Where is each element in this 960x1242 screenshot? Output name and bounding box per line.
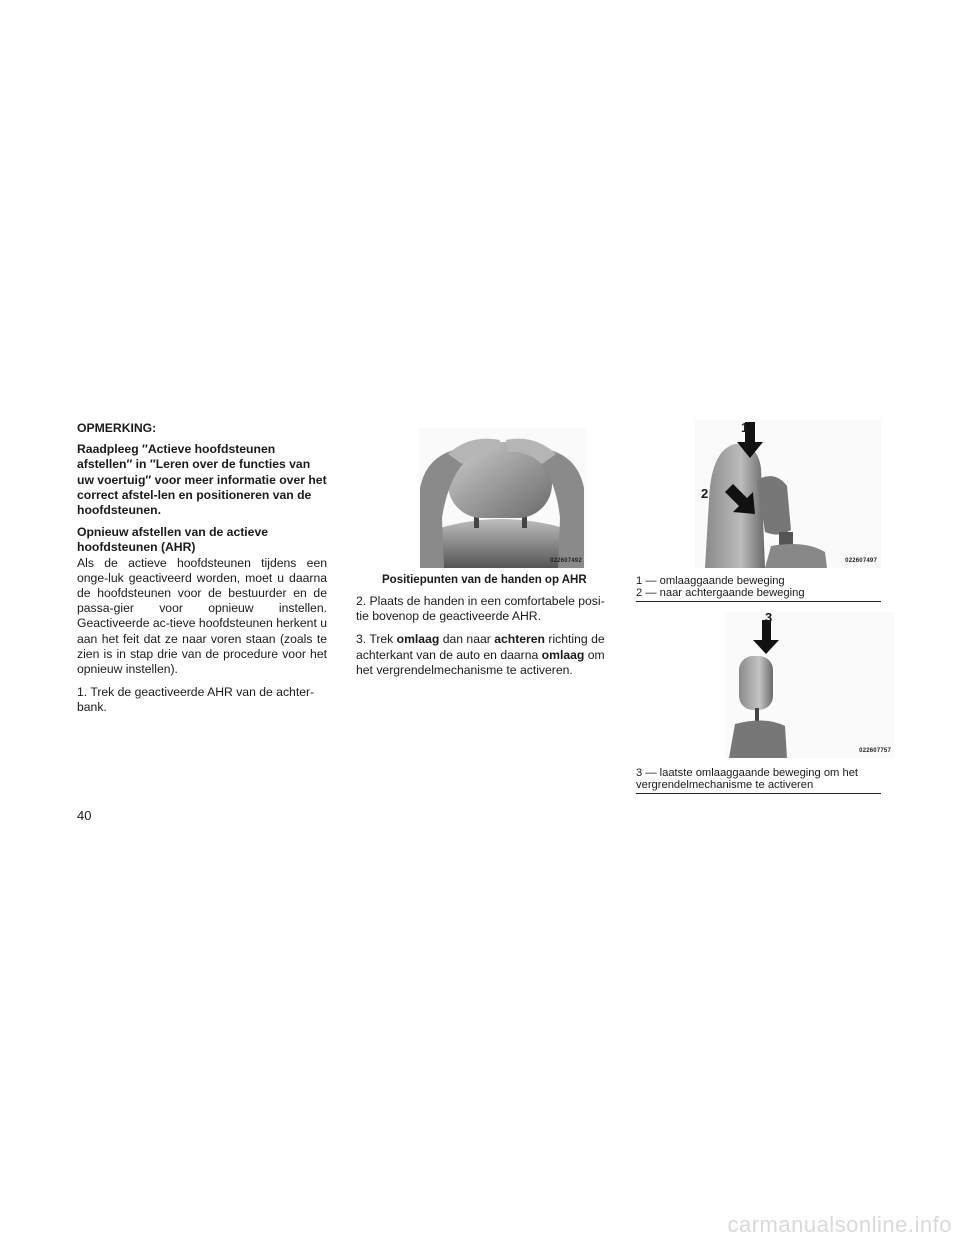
step-3-text-d: om het vergrendelmechanisme te activeren. (356, 647, 605, 677)
step-3-text-a: 3. Trek (356, 632, 397, 647)
step-3-text-b: dan naar (439, 632, 495, 647)
section-heading-line1: Opnieuw afstellen van de actieve (77, 525, 269, 540)
legend-item-2: 2 — naar achtergaande beweging (636, 587, 805, 599)
headrest-side-illustration (695, 420, 881, 568)
legend-item-1: 1 — omlaaggaande beweging (636, 575, 785, 587)
callout-label-2: 2 (701, 486, 709, 501)
headrest-lock-illustration (725, 612, 895, 758)
step-3 (356, 632, 608, 678)
figure-code: 022607492 (550, 558, 582, 564)
step-1: 1. Trek de geactiveerde AHR van de achter-bank. (77, 685, 315, 715)
figure-headrest-motion-3 (725, 612, 895, 758)
step-3-keyword-back: achteren (494, 632, 546, 647)
step-2: 2. Plaats de handen in een comfortabele posi-tie bovenop de geactiveerde AHR. (356, 594, 605, 624)
step-3-keyword-down-2: omlaag (541, 647, 585, 662)
figure-caption: Positiepunten van de handen op AHR (382, 574, 587, 586)
legend-item-3-line1: 3 — laatste omlaaggaande beweging om het (636, 767, 859, 779)
figure-2-legend (636, 575, 881, 602)
figure-headrest-motion-1-2 (695, 420, 881, 568)
figure-code: 022607497 (845, 558, 877, 564)
step-3-keyword-down: omlaag (396, 632, 440, 647)
callout-label-3: 3 (765, 610, 773, 625)
figure-hands-on-headrest (418, 428, 586, 568)
section-heading (77, 525, 327, 555)
left-column (77, 405, 327, 716)
step-3-text-c: richting de achterkant van de auto en daarna (356, 632, 605, 662)
watermark: carmanualsonline.info (727, 1212, 952, 1237)
figure-code: 022607757 (859, 748, 891, 754)
hands-on-headrest-illustration (418, 428, 586, 568)
callout-label-1: 1 (741, 420, 749, 435)
figure-3-legend (636, 767, 881, 794)
section-heading-line2: hoofdsteunen (AHR) (77, 540, 196, 555)
note-body: Raadpleeg ″Actieve hoofdsteunen afstellen″ in ″Leren over de functies van uw voertuig″ voor meer informatie over het correct afstel-len en positioneren van de hoofdsteunen. (77, 442, 327, 518)
legend-item-3-line2: vergrendelmechanisme te activeren (636, 779, 814, 791)
middle-column (356, 594, 608, 678)
page-number: 40 (77, 808, 92, 823)
section-intro: Als de actieve hoofdsteunen tijdens een onge-luk geactiveerd worden, moet u daarna de hoofdsteunen voor de bestuurder en de passa-gier voor opnieuw instellen. Geactiveerde ac-tieve hoofdsteunen herkent u aan het feit dat ze naar voren staan (zoals te zien is in stap drie van de procedure voor het opnieuw instellen). (77, 555, 328, 677)
note-title: OPMERKING: (77, 421, 157, 435)
